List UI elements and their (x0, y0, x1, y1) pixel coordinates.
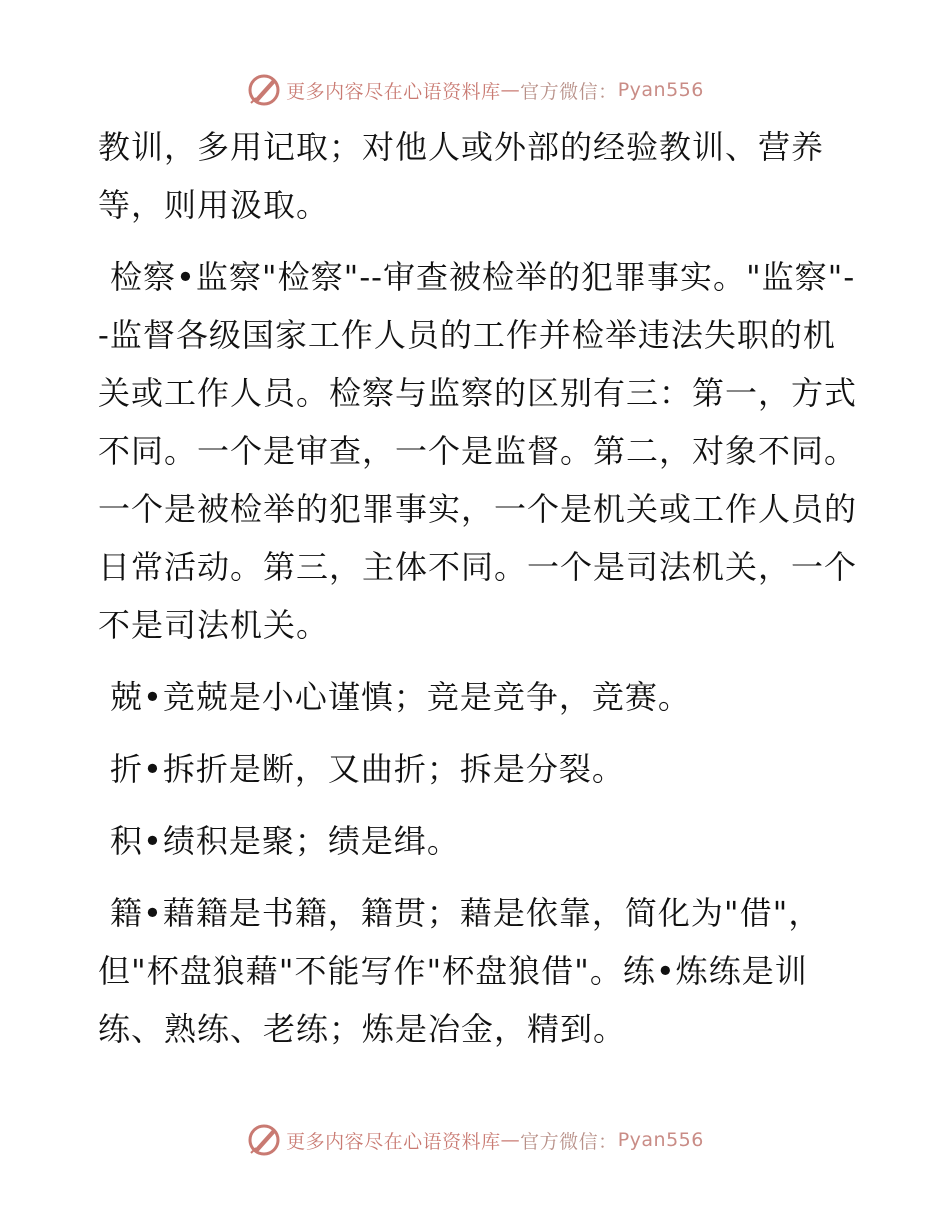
quill-circle-icon (246, 1122, 282, 1158)
paragraph-6: 籍•藉籍是书籍，籍贯；藉是依靠，简化为"借"，但"杯盘狼藉"不能写作"杯盘狼借"。练•炼练是训练、熟练、老练；炼是冶金，精到。 (98, 894, 822, 1048)
paragraph-5: 积•绩积是聚；绩是缉。 (110, 822, 460, 860)
watermark-separator: — (500, 1129, 521, 1151)
paragraph-4: 折•拆折是断，又曲折；拆是分裂。 (110, 750, 625, 788)
watermark-brand: 更多内容尽在心语资料库 (286, 80, 501, 103)
watermark-wechat-id: Pyan556 (617, 1129, 704, 1151)
watermark-brand: 更多内容尽在心语资料库 (286, 1130, 501, 1153)
quill-circle-icon (246, 72, 282, 108)
watermark-wechat-id: Pyan556 (617, 79, 704, 101)
header-watermark (0, 70, 950, 110)
watermark-label: 官方微信： (520, 80, 618, 103)
footer-watermark (0, 1120, 950, 1160)
paragraph-1: 教训，多用记取；对他人或外部的经验教训、营养等，则用汲取。 (98, 128, 825, 224)
paragraph-3: 兢•竞兢是小心谨慎；竞是竞争，竞赛。 (110, 678, 691, 716)
paragraph-2: 检察•监察"检察"--审查被检举的犯罪事实。"监察"--监督各级国家工作人员的工作并检举违法失职的机关或工作人员。检察与监察的区别有三：第一，方式不同。一个是审查，一个是监督。第二，对象不同。一个是被检举的犯罪事实，一个是机关或工作人员的日常活动。第三，主体不同。一个是司法机关，一个不是司法机关。 (98, 258, 858, 644)
watermark-label: 官方微信： (520, 1130, 618, 1153)
document-body (98, 118, 858, 1072)
watermark-separator: — (500, 79, 521, 101)
